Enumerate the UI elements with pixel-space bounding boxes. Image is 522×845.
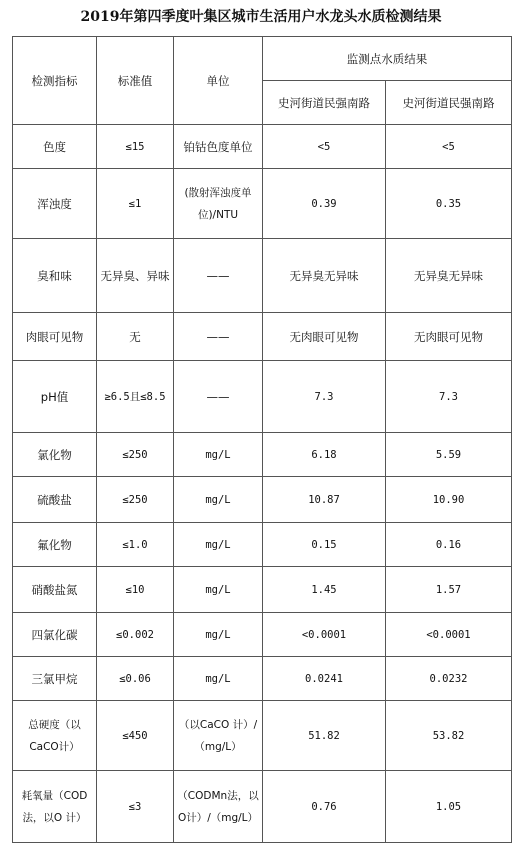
indicator-cell: 硫酸盐: [13, 477, 97, 523]
table-row: [13, 771, 512, 843]
result-cell-2: 1.57: [386, 567, 512, 613]
table-row: [13, 613, 512, 657]
indicator-cell: 肉眼可见物: [13, 313, 97, 361]
result-cell-2: <0.0001: [386, 613, 512, 657]
standard-cell: ≤1.0: [97, 523, 174, 567]
header-site-2: 史河街道民强南路: [386, 81, 512, 125]
result-cell-1: 无肉眼可见物: [263, 313, 386, 361]
result-cell-1: <0.0001: [263, 613, 386, 657]
water-quality-table: [12, 36, 512, 843]
indicator-cell: 总硬度（以CaCO计）: [13, 701, 97, 771]
standard-cell: 无: [97, 313, 174, 361]
table-row: [13, 567, 512, 613]
indicator-cell: 色度: [13, 125, 97, 169]
standard-cell: ≤450: [97, 701, 174, 771]
result-cell-2: 7.3: [386, 361, 512, 433]
result-cell-1: 7.3: [263, 361, 386, 433]
unit-cell: （CODMn法，以O计）/（mg/L）: [174, 771, 263, 843]
header-site-1: 史河街道民强南路: [263, 81, 386, 125]
unit-cell: 铂钴色度单位: [174, 125, 263, 169]
result-cell-2: 53.82: [386, 701, 512, 771]
standard-cell: ≤10: [97, 567, 174, 613]
result-cell-2: 0.0232: [386, 657, 512, 701]
result-cell-2: 0.16: [386, 523, 512, 567]
indicator-cell: 氟化物: [13, 523, 97, 567]
standard-cell: ≤0.06: [97, 657, 174, 701]
header-standard: 标准值: [97, 37, 174, 125]
page-title: 2019年第四季度叶集区城市生活用户水龙头水质检测结果: [80, 9, 442, 25]
unit-cell: ——: [174, 313, 263, 361]
indicator-cell: 四氯化碳: [13, 613, 97, 657]
result-cell-2: <5: [386, 125, 512, 169]
standard-cell: ≤0.002: [97, 613, 174, 657]
header-group: 监测点水质结果: [263, 37, 512, 81]
indicator-cell: 三氯甲烷: [13, 657, 97, 701]
standard-cell: ≤3: [97, 771, 174, 843]
table-row: [13, 125, 512, 169]
standard-cell: ≤1: [97, 169, 174, 239]
indicator-cell: 臭和味: [13, 239, 97, 313]
standard-cell: ≥6.5且≤8.5: [97, 361, 174, 433]
result-cell-1: <5: [263, 125, 386, 169]
result-cell-1: 1.45: [263, 567, 386, 613]
table-row: [13, 477, 512, 523]
indicator-cell: 浑浊度: [13, 169, 97, 239]
table-row: [13, 523, 512, 567]
unit-cell: mg/L: [174, 433, 263, 477]
standard-cell: ≤15: [97, 125, 174, 169]
unit-cell: （以CaCO 计）/（mg/L）: [174, 701, 263, 771]
indicator-cell: 硝酸盐氮: [13, 567, 97, 613]
result-cell-1: 无异臭无异味: [263, 239, 386, 313]
indicator-cell: pH值: [13, 361, 97, 433]
header-indicator: 检测指标: [13, 37, 97, 125]
standard-cell: ≤250: [97, 477, 174, 523]
result-cell-2: 0.35: [386, 169, 512, 239]
unit-cell: (散射浑浊度单位)/NTU: [174, 169, 263, 239]
result-cell-1: 0.15: [263, 523, 386, 567]
result-cell-2: 无异臭无异味: [386, 239, 512, 313]
header-unit: 单位: [174, 37, 263, 125]
table-row: [13, 701, 512, 771]
result-cell-2: 10.90: [386, 477, 512, 523]
unit-cell: ——: [174, 239, 263, 313]
table-row: [13, 361, 512, 433]
unit-cell: mg/L: [174, 657, 263, 701]
result-cell-2: 无肉眼可见物: [386, 313, 512, 361]
result-cell-1: 0.0241: [263, 657, 386, 701]
result-cell-1: 0.39: [263, 169, 386, 239]
result-cell-1: 6.18: [263, 433, 386, 477]
header-row: [13, 37, 512, 81]
table-row: [13, 313, 512, 361]
table-row: [13, 169, 512, 239]
table-row: [13, 657, 512, 701]
unit-cell: mg/L: [174, 613, 263, 657]
unit-cell: mg/L: [174, 523, 263, 567]
table-row: [13, 433, 512, 477]
result-cell-1: 0.76: [263, 771, 386, 843]
result-cell-2: 5.59: [386, 433, 512, 477]
standard-cell: 无异臭、异味: [97, 239, 174, 313]
unit-cell: mg/L: [174, 477, 263, 523]
result-cell-1: 10.87: [263, 477, 386, 523]
unit-cell: ——: [174, 361, 263, 433]
unit-cell: mg/L: [174, 567, 263, 613]
standard-cell: ≤250: [97, 433, 174, 477]
result-cell-1: 51.82: [263, 701, 386, 771]
result-cell-2: 1.05: [386, 771, 512, 843]
indicator-cell: 耗氧量（COD法，以O 计）: [13, 771, 97, 843]
indicator-cell: 氯化物: [13, 433, 97, 477]
table-row: [13, 239, 512, 313]
